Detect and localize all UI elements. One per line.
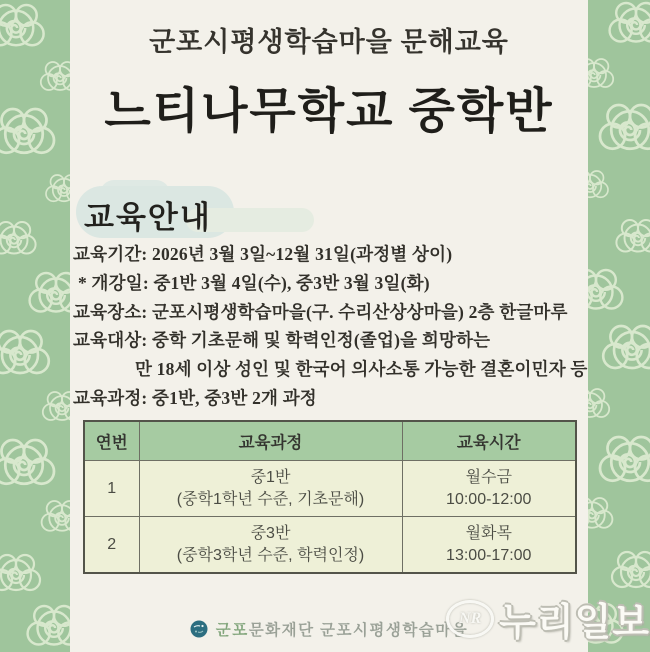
nr-logo-icon: NR [446,600,494,638]
table-row [84,517,576,574]
watermark-text: 누리일보 [499,602,650,644]
info-line-target-cont: 만 18세 이상 성인 및 한국어 의사소통 가능한 결혼이민자 등 [135,359,588,380]
info-line-courses: 교육과정: 중1반, 중3반 2개 과정 [73,387,317,408]
table-header-row [84,421,576,461]
footer-org-rest: 문화재단 군포시평생학습마을 [248,622,469,639]
row1-course-title: 중1반 [250,468,291,486]
row1-course-detail: (중학1학년 수준, 기초문해) [176,490,365,508]
info-line-target: 교육대상: 중학 기초문해 및 학력인정(졸업)을 희망하는 [73,330,491,351]
row2-days: 월화목 [465,524,512,542]
news-watermark [446,591,650,646]
row1-number: 1 [84,461,139,517]
poster-title: 느티나무학교 중학반 [104,85,554,138]
cloud-pattern-border-right [588,0,650,652]
info-line-location: 교육장소: 군포시평생학습마을(구. 수리산상상마을) 2층 한글마루 [73,301,568,322]
info-line-period: 교육기간: 2026년 3월 3일~12월 31일(과정별 상이) [73,244,453,264]
col-header-time: 교육시간 [402,421,576,461]
education-info-block [73,240,587,413]
row2-course [139,517,402,574]
footer-org-text [216,618,468,640]
footer-org-green: 군포 [215,622,249,639]
row1-course [139,461,402,517]
row2-number: 2 [84,517,139,574]
col-header-course: 교육과정 [139,421,402,461]
row2-time [402,517,576,574]
gunpo-foundation-logo-icon [190,620,208,638]
row1-hours: 10:00-12:00 [446,490,532,508]
info-line-start-date: * 개강일: 중1반 3월 4일(수), 중3반 3월 3일(화) [78,272,430,293]
course-table [83,420,577,574]
row1-days: 월수금 [465,468,512,486]
cloud-pattern-border-left [0,0,70,652]
row1-time [402,461,576,517]
row2-hours: 13:00-17:00 [446,546,532,564]
row2-course-detail: (중학3학년 수준, 학력인정) [176,546,365,564]
table-row [84,461,576,517]
section-heading: 교육안내 [84,200,212,235]
row2-course-title: 중3반 [250,524,291,542]
poster-subtitle: 군포시평생학습마을 문해교육 [149,27,509,57]
col-header-number: 연번 [84,421,139,461]
